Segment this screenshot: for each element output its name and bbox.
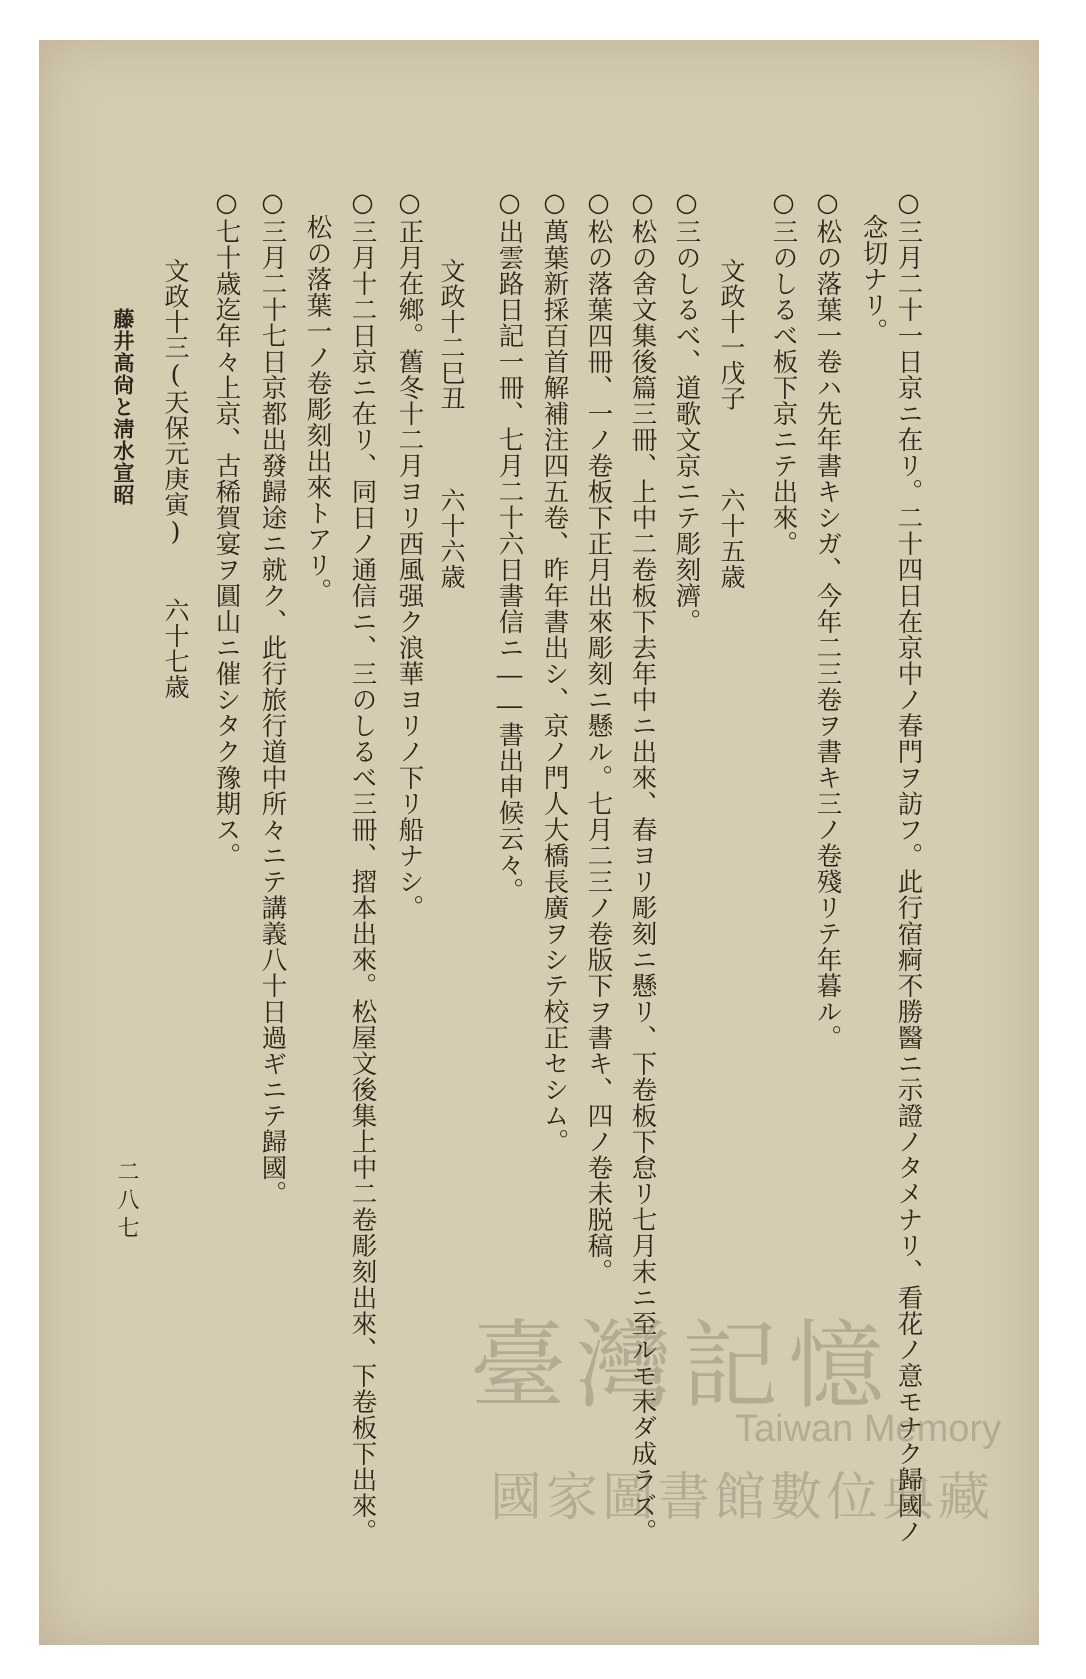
year-heading: 文政十三(天保元庚寅) 六十七歳 bbox=[161, 258, 190, 700]
book-page bbox=[39, 40, 1039, 1645]
text-column: ○三月二十一日京ニ在リ。二十四日在京中ノ春門ヲ訪フ。此行宿痾不勝醫ニ示證ノタメナリ、看花ノ意モナク歸國ノ bbox=[893, 188, 924, 1545]
watermark-title: 臺灣記憶 bbox=[470, 1310, 894, 1422]
text-column: ○松の落葉一卷ハ先年書キシガ、今年二三卷ヲ書キ三ノ卷殘リテ年暮ル。 bbox=[812, 188, 843, 1051]
text-column: 松の落葉一ノ卷彫刻出來トアリ。 bbox=[302, 214, 333, 604]
text-column: 念切ナリ。 bbox=[858, 214, 889, 344]
text-column: ○三月十二日京ニ在リ、同日ノ通信ニ、三のしるべ三冊、摺本出來。松屋文後集上中二卷彫刻出來、下卷板下出來。 bbox=[347, 188, 378, 1545]
text-column: ○出雲路日記一冊、七月二十六日書信ニ――書出申候云々。 bbox=[494, 188, 525, 904]
text-column: ○三月二十七日京都出發歸途ニ就ク、此行旅行道中所々ニテ講義八十日過ギニテ歸國。 bbox=[257, 188, 288, 1207]
text-column: ○萬葉新採百首解補注四五卷、昨年書出シ、京ノ門人大橋長廣ヲシテ校正セシム。 bbox=[539, 188, 570, 1155]
watermark-org: 國家圖書館數位典藏 bbox=[490, 1468, 995, 1528]
text-column: ○松の落葉四冊、一ノ卷板下正月出來彫刻ニ懸ル。七月二三ノ卷版下ヲ書キ、四ノ卷未脱稿。 bbox=[583, 188, 614, 1285]
text-column: ○三のしるべ板下京ニテ出來。 bbox=[768, 188, 799, 557]
text-column: ○七十歳迄年々上京、古稀賀宴ヲ圓山ニ催シタク豫期ス。 bbox=[211, 188, 242, 869]
page-number: 二八七 bbox=[114, 1160, 139, 1244]
text-column: ○松の舍文集後篇三冊、上中二卷板下去年中ニ出來、春ヨリ彫刻ニ懸リ、下卷板下怠リ七月末ニ至ルモ未ダ成ラズ。 bbox=[627, 188, 658, 1545]
text-column: ○三のしるべ、道歌文京ニテ彫刻濟。 bbox=[671, 188, 702, 635]
year-heading: 文政十一戊子 六十五歳 bbox=[717, 258, 746, 590]
text-column: ○正月在鄉。舊冬十二月ヨリ西風强ク浪華ヨリノ下リ船ナシ。 bbox=[394, 188, 425, 921]
watermark-subtitle: Taiwan Memory bbox=[735, 1408, 1002, 1450]
running-head: 藤井高尙と淸水宣昭 bbox=[111, 308, 136, 506]
year-heading: 文政十二巳丑 六十六歳 bbox=[437, 258, 466, 590]
